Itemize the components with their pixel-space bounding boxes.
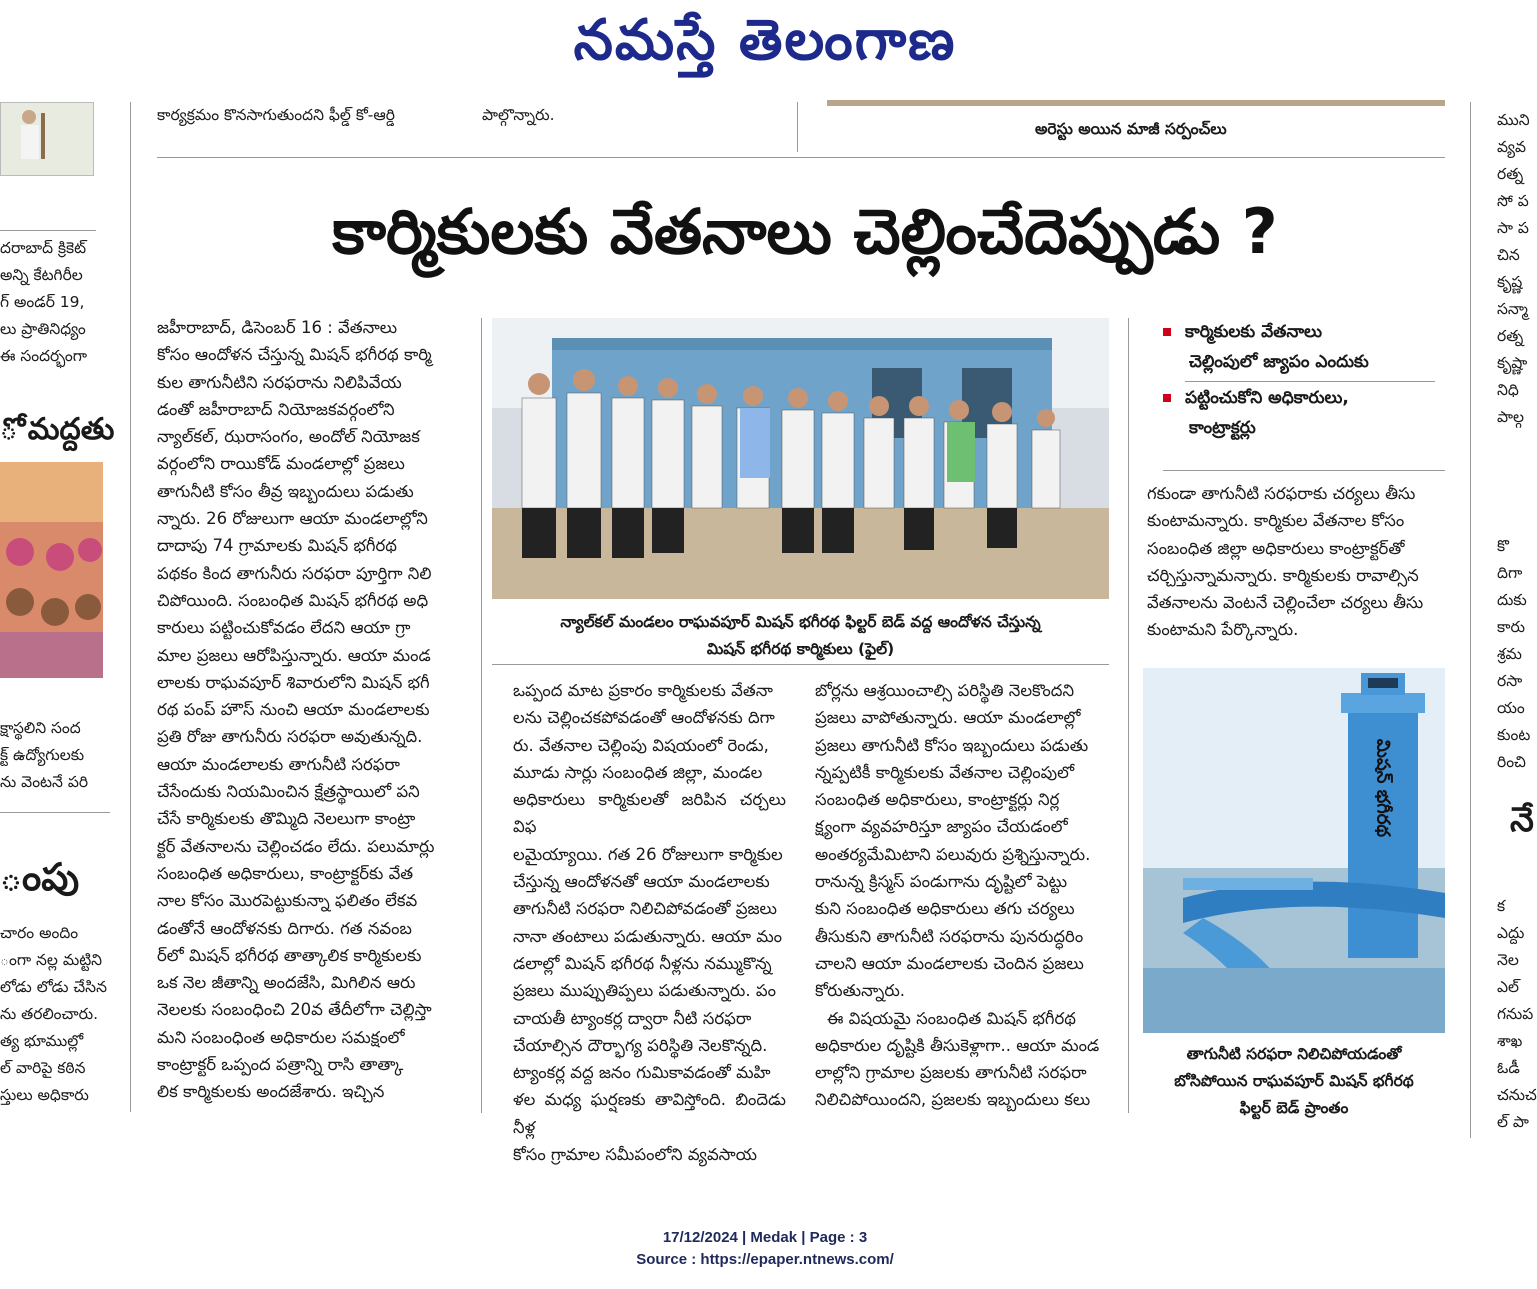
footer-date-page: 17/12/2024 | Medak | Page : 3 [662,1229,868,1246]
separator [1185,381,1435,382]
highlight-item: పట్టించుకోని అధికారులు, [1163,383,1443,413]
column-divider [1128,318,1129,1113]
article-column-2: ఒప్పంద మాట ప్రకారం కార్మికులకు వేతనా లను చెల్లించకపోవడంతో ఆందోళనకు దిగా రు. వేతనాల చెల్లింపు విషయంలో రెండు, మూడు సార్లు సంబంధిత జిల్లా, మండల అధికారులు కార్మికులతో జరిపిన చర్చలు విఫ లమైయ్యాయి. గత 26 రోజులుగా కార్మికుల చేస్తున్న ఆందోళనతో ఆయా మండలాలకు తాగునీటి సరఫరా నిలిచిపోవడంతో ప్రజలు నానా తంటాలు పడుతున్నారు. ఆయా మం డలాల్లో మిషన్ భగీరథ నీళ్లను నమ్ముకొన్న ప్రజలు ముప్పుతిప్పలు పడుతున్నారు. పం చాయతీ ట్యాంకర్ల ద్వారా నీటి సరఫరా చేయాల్సిన దౌర్భాగ్య పరిస్థితి నెలకొన్నది. ట్యాంకర్ల వద్ద జనం గుమికావడంతో మహి ళల మధ్య ఘర్షణకు తావిస్తోంది. బిందెడు నీళ్ల కోసం గ్రామాల సమీపంలోని వ్యవసాయ [513,681,786,1165]
separator [0,812,110,813]
top-left-fragment: కార్యక్రమం కొనసాగుతుందని ఫీల్డ్ కో-ఆర్డి [157,106,395,124]
top-left-photo [0,102,94,176]
left-edge-subhead: ో మద్దతు [0,412,115,447]
protest-photo-caption: న్యాల్‌కల్ మండలం రాఘవపూర్ మిషన్ భగీరథ ఫిల్టర్ బెడ్ వద్ద ఆందోళన చేస్తున్న మిషన్ భగీరథ కార్మికులు (ఫైల్) [560,613,1041,658]
separator [492,664,1109,665]
top-middle-fragment: పాల్గొన్నారు. [482,106,555,124]
separator [1163,470,1445,471]
protest-photo [492,318,1109,599]
article-column-4: గకుండా తాగునీటి సరఫరాకు చర్యలు తీసు కుంటామన్నారు. కార్మికుల వేతనాల కోసం సంబంధిత జిల్లా అధికారులు కాంట్రాక్టర్‌తో చర్చిస్తున్నామన్నారు. కార్మికులకు రావాల్సిన వేతనాలను వెంటనే చెల్లించేలా చర్యలు తీసు కుంటామని పేర్కొన్నారు. [1147,484,1424,640]
column-divider [797,102,798,152]
highlights-box [1163,317,1443,443]
bullet-icon [1163,394,1171,402]
headline: కార్మికులకు వేతనాలు చెల్లించేదెప్పుడు ? [332,195,1278,268]
left-edge-photo [0,462,103,678]
masthead: నమస్తే తెలంగాణ [573,8,957,73]
tower-label: మిషన్ భగీరథ [1372,738,1394,838]
left-edge-article: క్షాస్థలిని సంద క్ట్ ఉద్యోగులకు ను వెంటనే పరి [0,719,89,791]
right-edge-subhead: నే [1510,800,1534,840]
column-divider [481,318,482,1113]
highlight-item: చెల్లింపులో జ్యాపం ఎందుకు [1189,352,1369,372]
highlight-item: కార్మికులకు వేతనాలు [1163,317,1443,347]
highlight-item: కాంట్రాక్టర్లు [1189,418,1256,438]
article-column-1: జహీరాబాద్, డిసెంబర్ 16 : వేతనాలు కోసం ఆందోళన చేస్తున్న మిషన్ భగీరథ కార్మి కుల తాగునీటిని సరఫరాను నిలిపివేయ డంతో జహీరాబాద్ నియోజకవర్గంలోని న్యాల్‌కల్, ఝరాసంగం, అందోల్ నియోజక వర్గంలోని రాయికోడ్ మండలాల్లో ప్రజలు తాగునీటి కోసం తీవ్ర ఇబ్బందులు పడుతు న్నారు. 26 రోజులుగా ఆయా మండలాల్లోని దాదాపు 74 గ్రామాలకు మిషన్ భగీరథ పథకం కింద తాగునీరు సరఫరా పూర్తిగా నిలి చిపోయింది. సంబంధిత మిషన్ భగీరథ అధి కారులు పట్టించుకోవడం లేదని ఆయా గ్రా మాల ప్రజలు ఆరోపిస్తున్నారు. ఆయా మండ లాలకు రాఘవపూర్ శివారులోని మిషన్ భగీ రథ పంప్ హౌస్ నుంచి ఆయా మండలాలకు ప్రతి రోజు తాగునీరు సరఫరా అవుతున్నది. ఆయా మండలాలకు తాగునీటి సరఫరా చేసేందుకు నియమించిన క్షేత్రస్థాయిలో పని చేసే కార్మికులకు తొమ్మిది నెలలుగా కాంట్రా క్టర్ వేతనాలను చెల్లించడం లేదు. పలుమార్లు సంబంధిత అధికారులు, కాంట్రాక్టర్‌కు వేత నాల కోసం మొరపెట్టుకున్నా ఫలితం లేకవ డంతోనే ఆందోళనకు దిగారు. గత నవంబ ర్‌లో మిషన్ భగీరథ తాత్కాలిక కార్మికులకు ఒక నెల జీతాన్ని అందజేసి, మిగిలిన ఆరు నెలలకు సంబంధించి 20వ తేదీలోగా చెల్లిస్తా మని సంబంధింత అధికారుల సమక్షంలో కాంట్రాక్టర్ ఒప్పంద పత్రాన్ని రాసి తాత్కా లిక కార్మికులకు అందజేశారు. ఇచ్చిన [157,318,435,1102]
right-edge-article: క ఎద్దు నెల ఎల్ గనుప శాఖ ఓడీ చనుచ ల్ పా [1497,897,1537,1131]
water-tower-caption: తాగునీటి సరఫరా నిలిచిపోయడంతో బోసిపోయిన రాఘవపూర్ మిషన్ భగీరథ ఫిల్టర్ బెడ్ ప్రాంతం [1174,1045,1414,1117]
right-edge-article: ముని వ్యవ రత్న సో ప సా ప చిన కృష్ణ సన్మా రత్న కృష్ణా నిధి పాల్గ [1497,111,1530,426]
column-divider [1470,102,1471,1138]
left-edge-article: దరాబాద్ క్రికెట్ అన్ని కేటగిరీల గ్ అండర్ 19, లు ప్రాతినిధ్యం ఈ సందర్భంగా [0,230,110,370]
right-edge-article: కొ దిగా దుకు కారు శ్రమ రసా యం కుంట రించి [1497,537,1531,771]
article-column-3: బోర్లను ఆశ్రయించాల్సి పరిస్థితి నెలకొందని ప్రజలు వాపోతున్నారు. ఆయా మండలాల్లో ప్రజలు తాగునీటి కోసం ఇబ్బందులు పడుతు న్నప్పటికీ కార్మికులకు వేతనాల చెల్లింపులో సంబంధిత అధికారులు, కాంట్రాక్టర్లు నిర్ల క్ష్యంగా వ్యవహరిస్తూ జ్యాపం చేయడంలో అంతర్యమేమిటాని పలువురు ప్రశ్నిస్తున్నారు. రానున్న క్రిస్మస్ పండుగాను దృష్టిలో పెట్టు కుని సంబంధిత అధికారులు తగు చర్యలు తీసుకుని తాగునీటి సరఫరాను పునరుద్ధరిం చాలని ఆయా మండలాలకు చెందిన ప్రజలు కోరుతున్నారు. ఈ విషయమై సంబంధిత మిషన్ భగీరథ అధికారుల దృష్టికి తీసుకెళ్లాగా.. ఆయా మండ లాల్లోని గ్రామాల ప్రజలకు తాగునీటి సరఫరా నిలిచిపోయిందని, ప్రజలకు ఇబ్బందులు కలు [815,681,1100,1110]
water-tower-photo [1143,668,1445,1033]
top-right-photo-edge [827,100,1445,106]
top-right-caption: అరెస్టు అయిన మాజీ సర్పంచ్‌లు [1035,120,1227,138]
left-edge-article: చారం అందిం ంగా నల్ల మట్టిని లోడు లోడు చేసిన ను తరలించారు. త్య భూముల్లో ల్ వారిపై కఠిన స్తులు అధికారు [0,924,107,1104]
separator [157,157,1445,158]
bullet-icon [1163,328,1171,336]
footer-source: Source : https://epaper.ntnews.com/ [636,1251,894,1268]
left-edge-subhead: ంపు [0,855,80,899]
column-divider [130,102,131,1112]
